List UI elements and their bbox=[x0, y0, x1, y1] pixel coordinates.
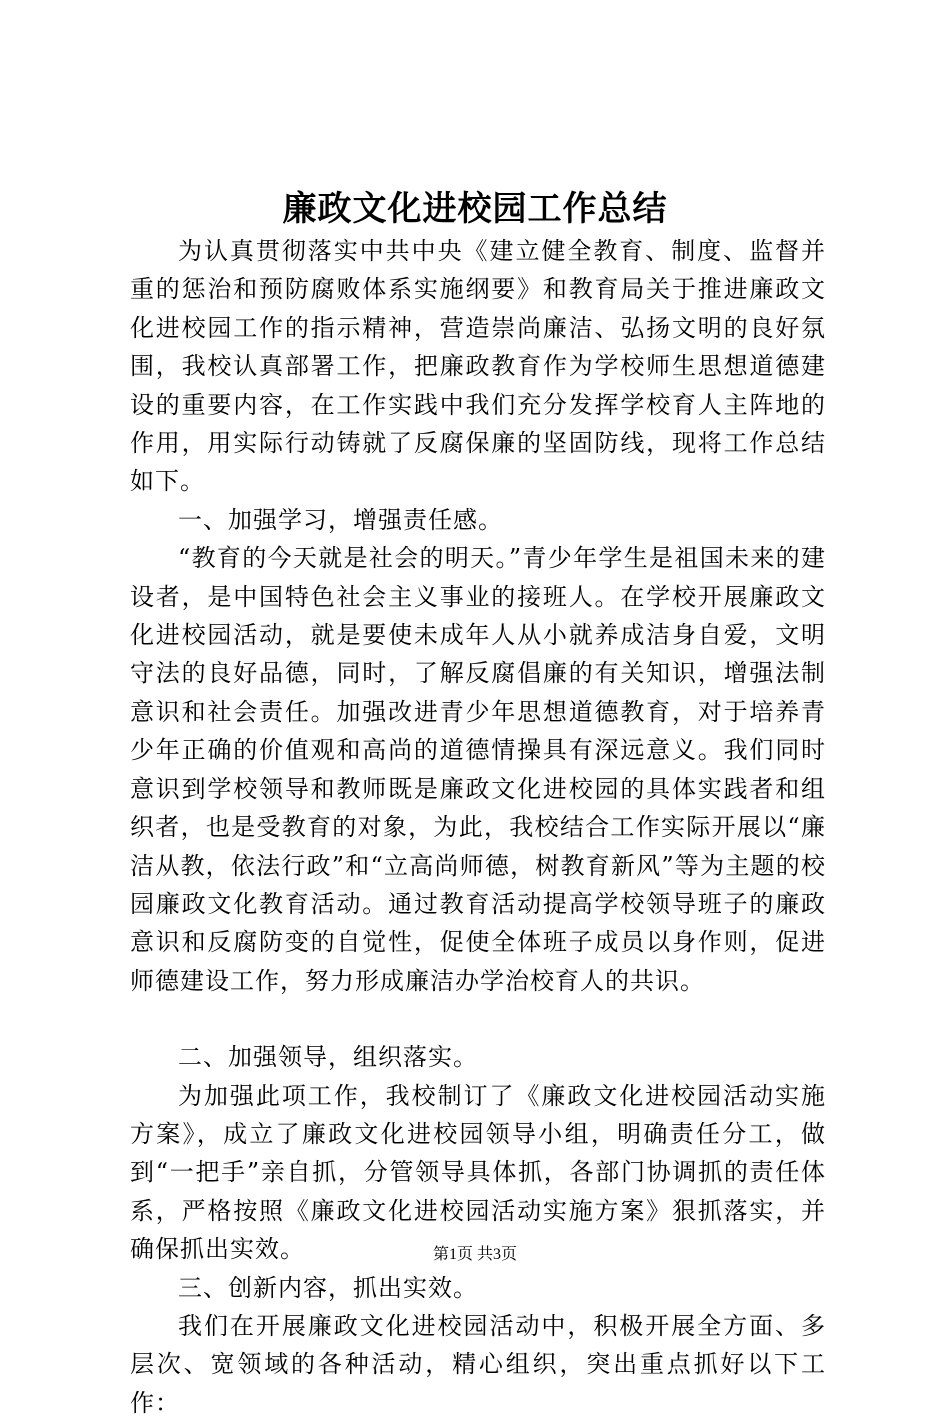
section-heading-1: 一、加强学习，增强责任感。 bbox=[178, 505, 503, 534]
document-title: 廉政文化进校园工作总结 bbox=[282, 189, 668, 229]
section-heading-3: 三、创新内容，抓出实效。 bbox=[178, 1273, 478, 1302]
page-footer: 第1页 共3页 bbox=[432, 1246, 517, 1263]
section-heading-2: 二、加强领导，组织落实。 bbox=[178, 1043, 478, 1072]
section-2-paragraph: 为加强此项工作，我校制订了《廉政文化进校园活动实施方案》，成立了廉政文化进校园领导小组，明确责任分工，做到“一把手”亲自抓，分管领导具体抓，各部门协调抓的责任体系，严格按照《廉政文化进校园活动实施方案》狠抓落实，并确保抓出实效。 bbox=[130, 1081, 826, 1264]
section-3-paragraph: 我们在开展廉政文化进校园活动中，积极开展全方面、多层次、宽领域的各种活动，精心组织，突出重点抓好以下工作： bbox=[130, 1311, 826, 1417]
intro-paragraph: 为认真贯彻落实中共中央《建立健全教育、制度、监督并重的惩治和预防腐败体系实施纲要》和教育局关于推进廉政文化进校园工作的指示精神，营造崇尚廉洁、弘扬文明的良好氛围，我校认真部署工作，把廉政教育作为学校师生思想道德建设的重要内容，在工作实践中我们充分发挥学校育人主阵地的作用，用实际行动铸就了反腐保廉的坚固防线，现将工作总结如下。 bbox=[130, 237, 826, 496]
section-1-paragraph: “教育的今天就是社会的明天。”青少年学生是祖国未来的建设者，是中国特色社会主义事业的接班人。在学校开展廉政文化进校园活动，就是要使未成年人从小就养成洁身自爱，文明守法的良好品德，同时，了解反腐倡廉的有关知识，增强法制意识和社会责任。加强改进青少年思想道德教育，对于培养青少年正确的价值观和高尚的道德情操具有深远意义。我们同时意识到学校领导和教师既是廉政文化进校园的具体实践者和组织者，也是受教育的对象，为此，我校结合工作实际开展以“廉洁从教，依法行政”和“立高尚师德，树教育新风”等为主题的校园廉政文化教育活动。通过教育活动提高学校领导班子的廉政意识和反腐防变的自觉性，促使全体班子成员以身作则，促进师德建设工作，努力形成廉洁办学治校育人的共识。 bbox=[130, 544, 826, 995]
